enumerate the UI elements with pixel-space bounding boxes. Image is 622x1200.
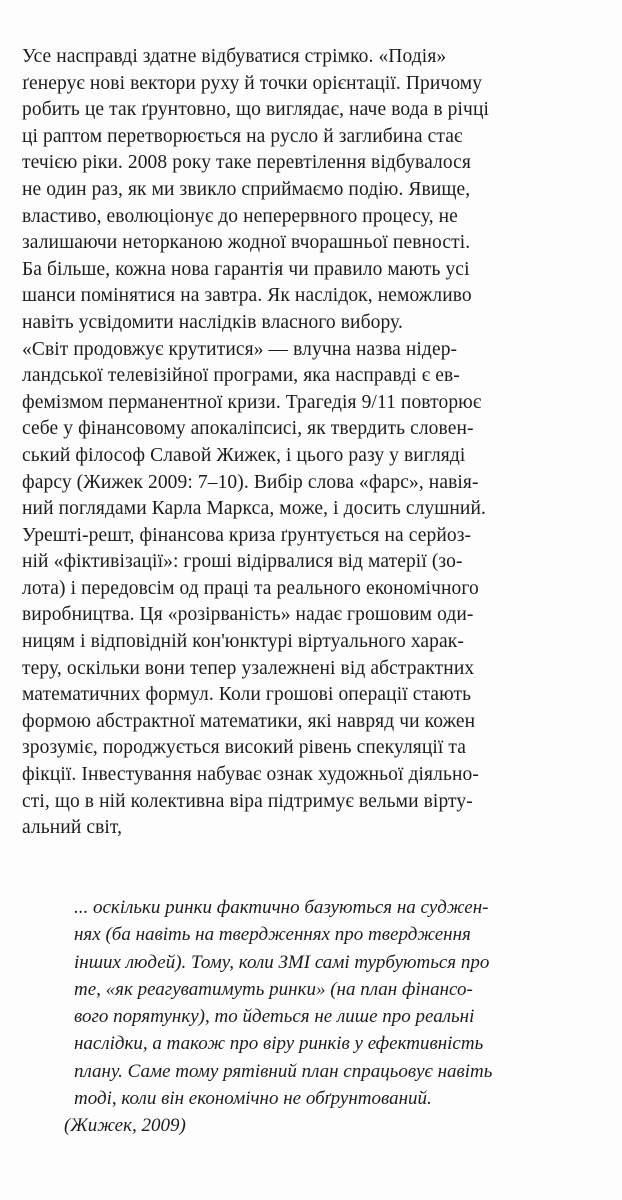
text-line: залишаючи неторканою жодної вчорашньої певності. bbox=[22, 232, 471, 254]
quote-line: те, «як реагуватимуть ринки» (на план фінансо- bbox=[74, 978, 473, 1000]
main-text bbox=[22, 44, 602, 842]
text-line: течією ріки. 2008 року таке перевтілення відбувалося bbox=[22, 152, 471, 174]
text-line: фікції. Інвестування набуває ознак художньої діяльно- bbox=[22, 764, 479, 786]
text-line: фемізмом перманентної кризи. Трагедія 9/11 повторює bbox=[22, 391, 482, 413]
text-line: математичних формул. Коли грошові операції стають bbox=[22, 684, 472, 706]
text-line: навіть усвідомити наслідків власного вибору. bbox=[22, 311, 403, 333]
text-line: «Світ продовжує крутитися» — влучна назва нідер- bbox=[22, 338, 458, 360]
text-line: Ба більше, кожна нова гарантія чи правило мають усі bbox=[22, 258, 470, 280]
text-line: робить це так ґрунтовно, що виглядає, наче вода в річці bbox=[22, 99, 490, 121]
quote-line: плану. Саме тому рятівний план спрацьовує навіть bbox=[74, 1060, 493, 1082]
quote-line: інших людей). Тому, коли ЗМІ самі турбуються про bbox=[74, 951, 490, 973]
text-line: зрозуміє, породжується високий рівень спекуляції та bbox=[22, 737, 467, 759]
text-line: фарсу (Жижек 2009: 7–10). Вибір слова «фарс», навія- bbox=[22, 471, 479, 493]
text-line: себе у фінансовому апокаліпсисі, як твердить словен- bbox=[22, 418, 474, 440]
text-line: ландської телевізійної програми, яка насправді є ев- bbox=[22, 365, 460, 387]
text-line: ний поглядами Карла Маркса, може, і досить слушний. bbox=[22, 498, 486, 520]
text-line: шанси помінятися на завтра. Як наслідок, неможливо bbox=[22, 285, 472, 307]
text-line: ський філософ Славой Жижек, і цього разу у вигляді bbox=[22, 444, 466, 466]
text-line: Урешті-решт, фінансова криза ґрунтується на серйоз- bbox=[22, 524, 472, 546]
text-line: лота) і передовсім од праці та реального економічного bbox=[22, 577, 479, 599]
text-line: формою абстрактної математики, які навряд чи кожен bbox=[22, 710, 476, 732]
text-line: альний світ, bbox=[22, 817, 123, 839]
text-line: виробництва. Ця «розірваність» надає грошовим оди- bbox=[22, 604, 474, 626]
text-line: ці раптом перетворюється на русло й заглибина стає bbox=[22, 125, 463, 147]
text-line: ґенерує нові вектори руху й точки орієнтації. Причому bbox=[22, 72, 483, 94]
block-quote bbox=[64, 894, 594, 1140]
quote-line: вого порятунку), то йдеться не лише про реальні bbox=[74, 1006, 475, 1028]
text-line: сті, що в ній колективна віра підтримує вельми вірту- bbox=[22, 790, 473, 812]
quote-line: наслідки, а також про віру ринків у ефективність bbox=[74, 1033, 484, 1055]
text-line: теру, оскільки вони тепер узалежнені від абстрактних bbox=[22, 657, 475, 679]
text-line: ницям і відповідній кон'юнктурі віртуального харак- bbox=[22, 631, 464, 653]
text-line: властиво, еволюціонує до неперервного процесу, не bbox=[22, 205, 458, 227]
quote-line: тоді, коли він економічно не обґрунтований. bbox=[74, 1088, 432, 1110]
text-line: не один раз, як ми звикло сприймаємо подію. Явище, bbox=[22, 178, 471, 200]
quote-source: (Жижек, 2009) bbox=[64, 1115, 186, 1137]
text-line: ній «фіктивізації»: гроші відірвалися від матерії (зо- bbox=[22, 551, 463, 573]
quote-line: нях (ба навіть на твердженнях про твердження bbox=[74, 924, 471, 946]
quote-line: ... оскільки ринки фактично базуються на суджен- bbox=[74, 897, 489, 918]
text-line: Усе насправді здатне відбуватися стрімко. «Подія» bbox=[22, 46, 447, 67]
